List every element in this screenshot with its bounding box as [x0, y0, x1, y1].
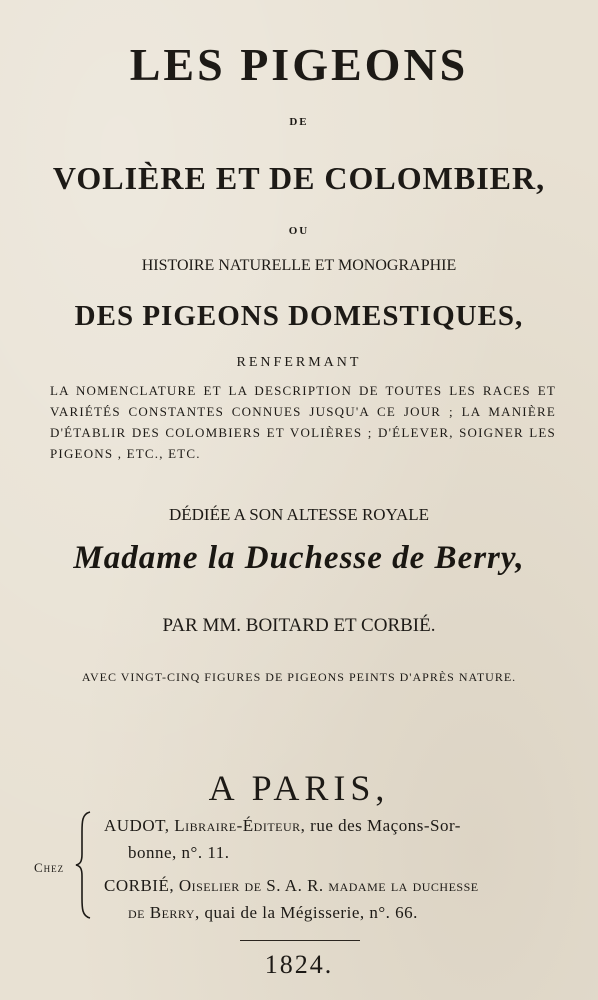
book-subtitle: VOLIÈRE ET DE COLOMBIER, — [52, 160, 546, 196]
publisher-1-name: AUDOT, — [104, 816, 175, 835]
publisher-2-address-b: , quai de la Mégisserie, n°. 66. — [194, 903, 418, 922]
figures-note: AVEC VINGT-CINQ FIGURES DE PIGEONS PEINTS D'APRÈS NATURE. — [81, 670, 517, 684]
publisher-1-address-a: , rue des Maçons-Sor- — [300, 816, 461, 835]
alt-title-line-1: HISTOIRE NATURELLE ET MONOGRAPHIE — [141, 257, 457, 274]
imprint-city: A PARIS, — [208, 768, 390, 808]
renfermant-label: RENFERMANT — [236, 355, 362, 370]
divider-rule — [240, 940, 360, 941]
chez-label: Chez — [34, 860, 65, 875]
connector-ou: OU — [288, 225, 310, 237]
book-title: LES PIGEONS — [129, 39, 469, 90]
connector-de: DE — [289, 116, 309, 128]
publisher-2-line-1 — [104, 876, 479, 896]
publisher-1-line-1 — [104, 816, 461, 836]
publisher-2-line-2 — [128, 903, 418, 923]
publisher-1-line-2: bonne, n°. 11. — [128, 843, 230, 862]
publisher-1-role: Libraire-Éditeur — [174, 816, 301, 835]
publisher-2-name: CORBIÉ, — [104, 876, 179, 895]
contents-description: LA NOMENCLATURE ET LA DESCRIPTION DE TOUTES LES RACES ET VARIÉTÉS CONSTANTES CONNUES JUSQU'A CE JOUR ; LA MANIÈRE D'ÉTABLIR DES COLOMBIERS ET VOLIÈRES ; D'ÉLEVER, SOIGNER LES PIGEONS , ETC., ETC. — [50, 383, 556, 461]
publication-year: 1824. — [264, 950, 334, 979]
authors-line: PAR MM. BOITARD ET CORBIÉ. — [162, 615, 436, 636]
dedicatee-name: Madame la Duchesse de Berry, — [73, 540, 525, 576]
curly-brace-icon — [74, 810, 94, 920]
dedication-line: DÉDIÉE A SON ALTESSE ROYALE — [168, 505, 430, 524]
alt-title-line-2: DES PIGEONS DOMESTIQUES, — [74, 300, 524, 332]
publisher-2-address-prefix: de Berry — [128, 903, 195, 922]
publisher-2-role: Oiselier de S. A. R. madame la duchesse — [178, 876, 479, 895]
